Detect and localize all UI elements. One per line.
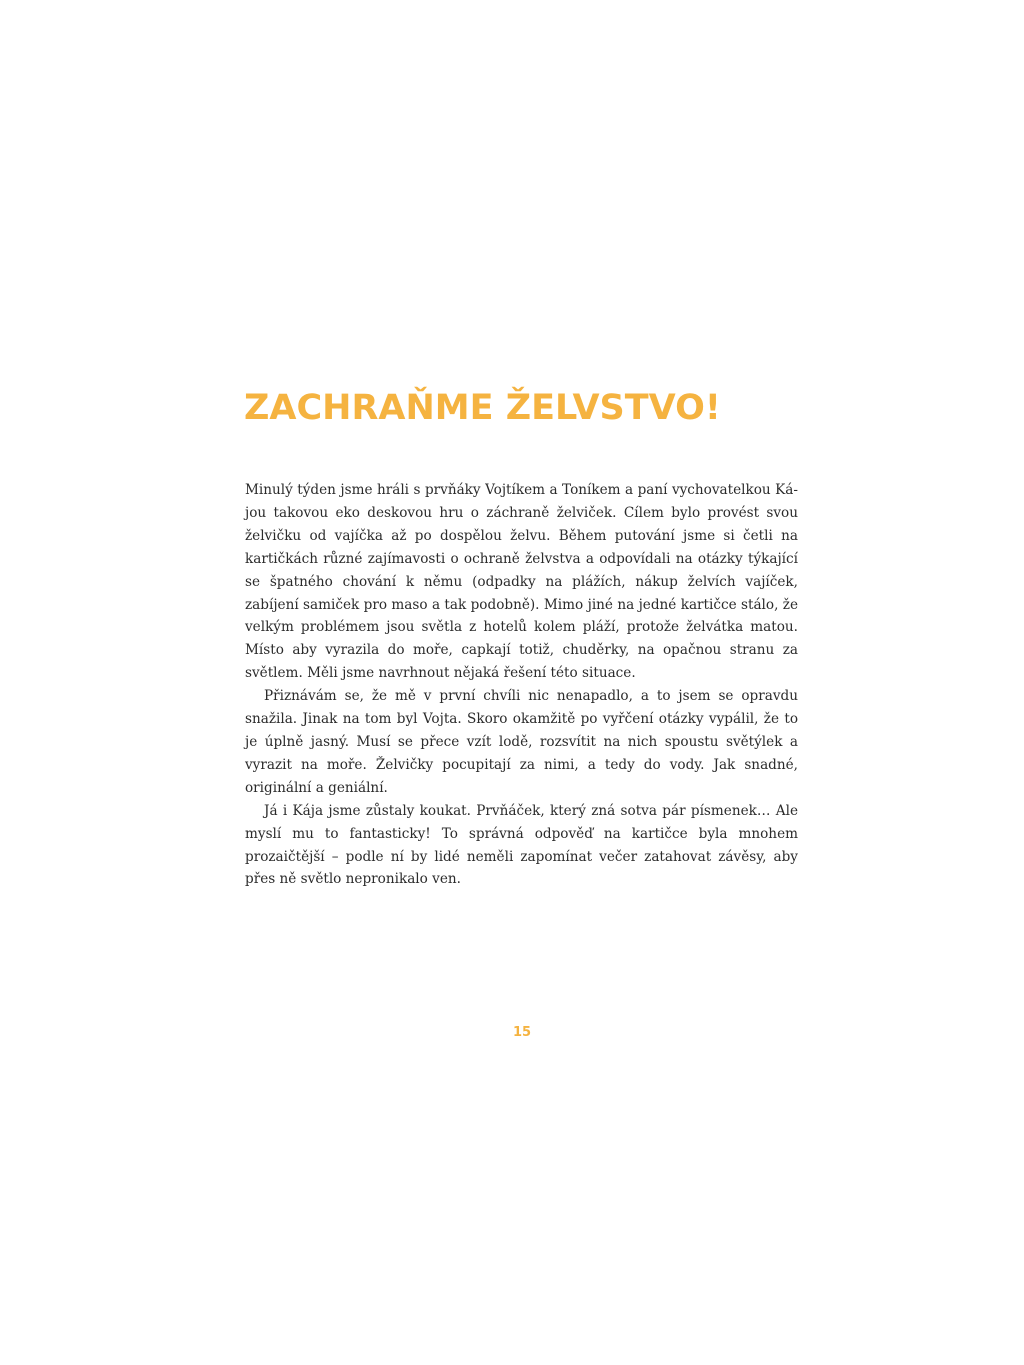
paragraph-3: Já i Kája jsme zůstaly koukat. Prvňáček, který zná sotva pár písmenek… Ale myslí mu to fantasticky! To správná odpověď na kartičce byla mnohem prozaičtější – podle ní by lidé neměli zapomínat večer zatahovat závěsy, aby přes ně světlo nepronikalo ven. xyxy=(245,802,798,888)
chapter-title: ZACHRAŇME ŽELVSTVO! xyxy=(244,388,721,428)
page-number: 15 xyxy=(512,1025,532,1040)
paragraph-1: Minulý týden jsme hráli s prvňáky Vojtíkem a Toníkem a paní vychovatelkou Kájou takovou eko deskovou hru o záchraně želviček. Cílem bylo provést svou želvičku od vajíčka až po dospělou želvu. Během putování jsme si četli na kartičkách různé zajímavosti o ochraně želvstva a odpovídali na otázky týkající se špatného chování k němu (odpadky na plážích, nákup želvích vajíček, zabíjení samiček pro maso a tak podobně). Mimo jiné na jedné kartičce stálo, že velkým problémem jsou světla z hotelů kolem pláží, protože želvátka matou. Místo aby vyrazila do moře, capkají totiž, chuděrky, na opačnou stranu za světlem. Měli jsme navrhnout nějaká řešení této situace. xyxy=(245,482,798,682)
paragraph-2: Přiznávám se, že mě v první chvíli nic nenapadlo, a to jsem se opravdu snažila. Jinak na tom byl Vojta. Skoro okamžitě po vyřčení otázky vypálil, že to je úplně jasný. Musí se přece vzít lodě, rozsvítit na nich spoustu světýlek a vyrazit na moře. Želvičky pocupitají za nimi, a tedy do vody. Jak snadné, originální a geniální. xyxy=(245,688,798,796)
body-text xyxy=(245,479,798,891)
